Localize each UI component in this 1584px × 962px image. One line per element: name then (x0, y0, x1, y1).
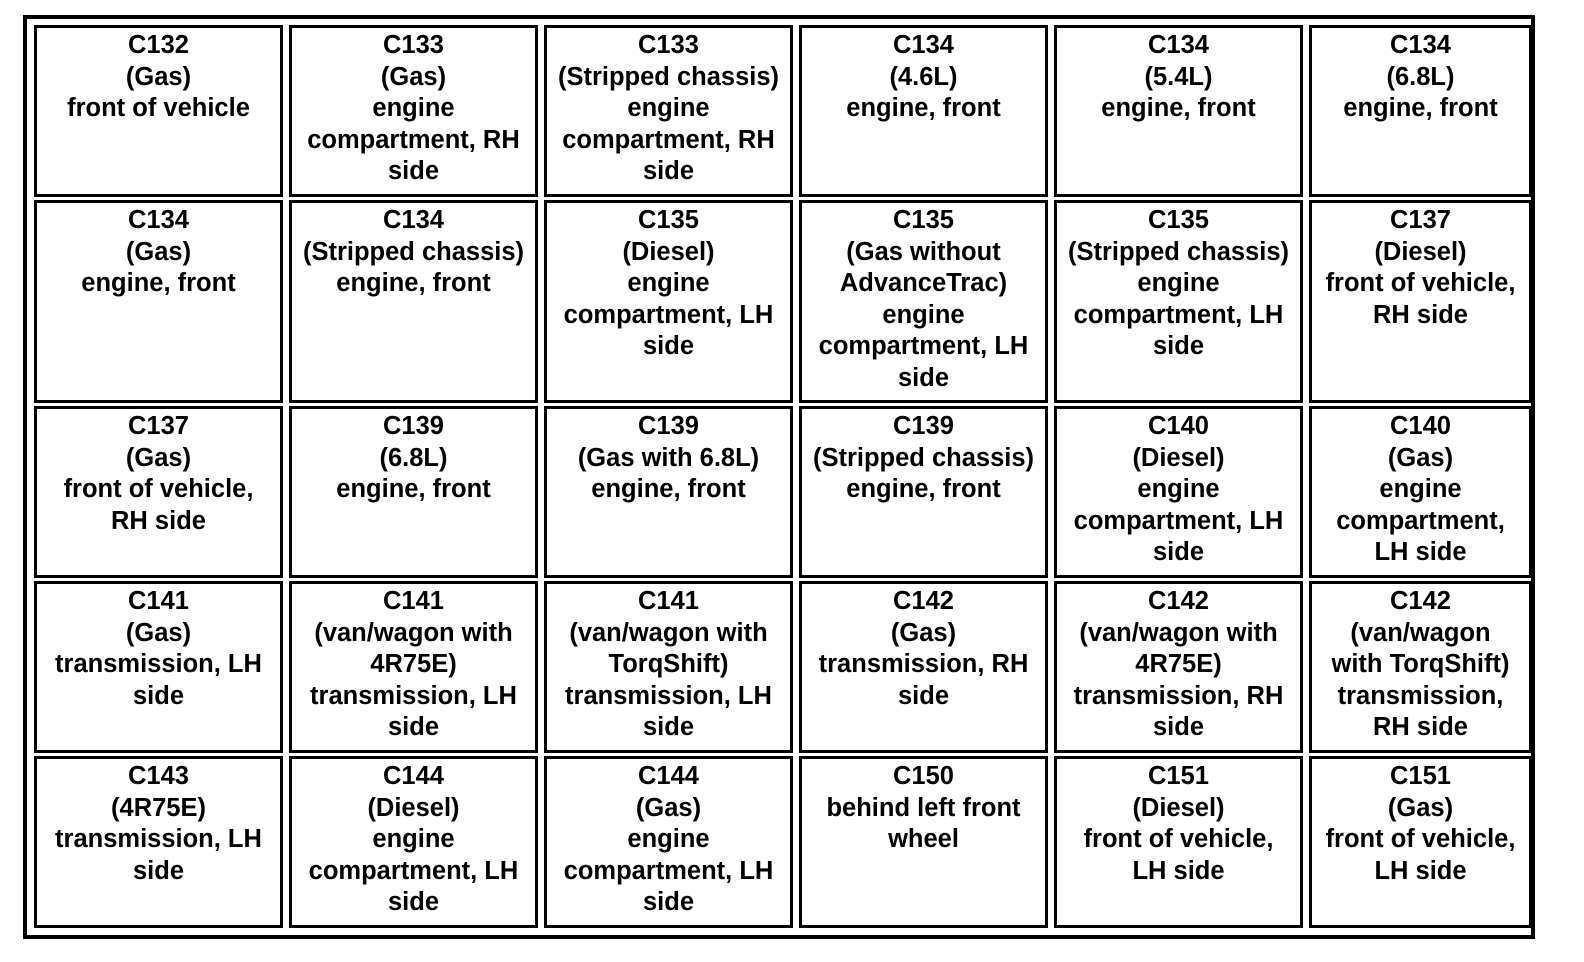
cell-text-line: behind left front (826, 793, 1021, 822)
table-cell (544, 756, 793, 928)
cell-text-line: side (1152, 538, 1205, 567)
cell-text-line: compartment, LH (308, 856, 519, 885)
cell-text-line: engine (1137, 475, 1220, 504)
table-cell (799, 756, 1048, 928)
cell-text-line: RH side (1373, 713, 1468, 742)
cell-text-line: engine (372, 94, 455, 123)
connector-id: C142 (1148, 587, 1209, 615)
cell-text-line: side (1152, 713, 1205, 742)
connector-id: C134 (383, 206, 444, 234)
cell-text-line: (Gas) (890, 618, 957, 647)
cell-text-line: (Stripped chassis) (557, 62, 780, 91)
cell-text-line: side (387, 713, 440, 742)
cell-text-line: engine (627, 94, 710, 123)
cell-text-line: engine, front (336, 475, 491, 504)
connector-id: C150 (893, 762, 954, 790)
cell-text-line: side (897, 681, 950, 710)
cell-text-line: compartment, LH (563, 856, 774, 885)
cell-text-line: wheel (888, 825, 959, 854)
connector-id: C141 (128, 587, 189, 615)
cell-text-line: (6.8L) (1386, 62, 1455, 91)
cell-text-line: (Diesel) (1132, 443, 1225, 472)
table-cell (289, 756, 538, 928)
table-cell (34, 581, 283, 753)
cell-text-line: RH side (1373, 300, 1468, 329)
table-cell (544, 200, 793, 403)
cell-text-line: LH side (1374, 856, 1467, 885)
cell-text-line: LH side (1374, 538, 1467, 567)
cell-text-line: (Diesel) (1374, 237, 1467, 266)
cell-text-line: side (387, 157, 440, 186)
table-cell (289, 581, 538, 753)
connector-grid (31, 24, 1529, 931)
table-cell (34, 406, 283, 578)
cell-text-line: engine (627, 825, 710, 854)
cell-text-line: engine (882, 300, 965, 329)
cell-text-line: side (642, 713, 695, 742)
connector-id: C140 (1390, 412, 1451, 440)
cell-text-line: compartment, LH (818, 332, 1029, 361)
cell-text-line: engine, front (81, 269, 236, 298)
cell-text-line: (6.8L) (379, 443, 448, 472)
table-cell (1054, 200, 1303, 403)
cell-text-line: engine, front (846, 94, 1001, 123)
cell-text-line: compartment, (1336, 506, 1505, 535)
cell-text-line: TorqShift) (608, 650, 729, 679)
cell-text-line: engine, front (846, 475, 1001, 504)
cell-text-line: engine, front (591, 475, 746, 504)
cell-text-line: (Gas) (125, 62, 192, 91)
cell-text-line: AdvanceTrac) (839, 269, 1008, 298)
cell-text-line: 4R75E) (1135, 650, 1222, 679)
cell-text-line: side (642, 332, 695, 361)
connector-id: C139 (893, 412, 954, 440)
cell-text-line: compartment, RH (307, 125, 520, 154)
connector-id: C134 (893, 31, 954, 59)
connector-id: C139 (638, 412, 699, 440)
cell-text-line: (Gas) (380, 62, 447, 91)
cell-text-line: transmission, RH (1073, 681, 1284, 710)
cell-text-line: front of vehicle, (1083, 825, 1274, 854)
cell-text-line: transmission, LH (565, 681, 772, 710)
cell-text-line: transmission, RH (818, 650, 1029, 679)
cell-text-line: RH side (111, 506, 206, 535)
cell-text-line: (Stripped chassis) (302, 237, 525, 266)
connector-location-table (23, 15, 1535, 939)
connector-id: C151 (1390, 762, 1451, 790)
cell-text-line: (5.4L) (1144, 62, 1213, 91)
connector-id: C151 (1148, 762, 1209, 790)
cell-text-line: (Gas) (125, 443, 192, 472)
table-cell (1309, 25, 1532, 197)
cell-text-line: (Stripped chassis) (812, 443, 1035, 472)
table-cell (289, 200, 538, 403)
cell-text-line: engine, front (1101, 94, 1256, 123)
cell-text-line: (Gas) (125, 618, 192, 647)
cell-text-line: engine, front (336, 269, 491, 298)
cell-text-line: (Gas) (1387, 793, 1454, 822)
table-cell (544, 25, 793, 197)
connector-id: C133 (383, 31, 444, 59)
cell-text-line: (van/wagon with (1079, 618, 1278, 647)
cell-text-line: engine (1379, 475, 1462, 504)
table-cell (1054, 756, 1303, 928)
table-cell (544, 406, 793, 578)
cell-text-line: transmission, LH (55, 825, 262, 854)
cell-text-line: front of vehicle, (1325, 825, 1516, 854)
table-cell (544, 581, 793, 753)
table-cell (799, 25, 1048, 197)
cell-text-line: side (642, 888, 695, 917)
cell-text-line: (Gas) (635, 793, 702, 822)
connector-id: C134 (1390, 31, 1451, 59)
table-cell (34, 25, 283, 197)
cell-text-line: side (132, 681, 185, 710)
cell-text-line: (van/wagon with (569, 618, 768, 647)
cell-text-line: (Diesel) (367, 793, 460, 822)
cell-text-line: front of vehicle, (63, 475, 254, 504)
table-cell (289, 406, 538, 578)
cell-text-line: side (387, 888, 440, 917)
connector-id: C137 (1390, 206, 1451, 234)
table-cell (1309, 756, 1532, 928)
cell-text-line: engine (372, 825, 455, 854)
cell-text-line: compartment, LH (1073, 506, 1284, 535)
connector-id: C143 (128, 762, 189, 790)
cell-text-line: compartment, LH (1073, 300, 1284, 329)
connector-id: C134 (128, 206, 189, 234)
connector-id: C144 (638, 762, 699, 790)
table-cell (799, 581, 1048, 753)
connector-id: C142 (893, 587, 954, 615)
cell-text-line: (4.6L) (889, 62, 958, 91)
cell-text-line: engine, front (1343, 94, 1498, 123)
table-cell (1309, 406, 1532, 578)
cell-text-line: (van/wagon with (314, 618, 513, 647)
cell-text-line: (Diesel) (622, 237, 715, 266)
cell-text-line: with TorqShift) (1331, 650, 1510, 679)
cell-text-line: front of vehicle (67, 94, 250, 123)
table-cell (1054, 581, 1303, 753)
table-cell (799, 200, 1048, 403)
connector-id: C134 (1148, 31, 1209, 59)
cell-text-line: (Stripped chassis) (1067, 237, 1290, 266)
cell-text-line: transmission, LH (55, 650, 262, 679)
cell-text-line: LH side (1132, 856, 1225, 885)
connector-id: C135 (1148, 206, 1209, 234)
connector-id: C141 (383, 587, 444, 615)
cell-text-line: transmission, LH (310, 681, 517, 710)
cell-text-line: (4R75E) (111, 793, 206, 822)
table-cell (34, 756, 283, 928)
table-cell (1054, 406, 1303, 578)
cell-text-line: side (897, 363, 950, 392)
cell-text-line: (Gas) (125, 237, 192, 266)
table-cell (34, 200, 283, 403)
table-cell (1309, 581, 1532, 753)
cell-text-line: compartment, RH (562, 125, 775, 154)
connector-id: C133 (638, 31, 699, 59)
table-cell (799, 406, 1048, 578)
connector-id: C135 (638, 206, 699, 234)
cell-text-line: 4R75E) (370, 650, 457, 679)
table-cell (289, 25, 538, 197)
connector-id: C137 (128, 412, 189, 440)
cell-text-line: side (1152, 332, 1205, 361)
cell-text-line: (Gas) (1387, 443, 1454, 472)
connector-id: C141 (638, 587, 699, 615)
table-cell (1309, 200, 1532, 403)
cell-text-line: transmission, (1337, 681, 1504, 710)
connector-id: C144 (383, 762, 444, 790)
connector-id: C139 (383, 412, 444, 440)
cell-text-line: (Diesel) (1132, 793, 1225, 822)
cell-text-line: (van/wagon (1350, 618, 1491, 647)
cell-text-line: front of vehicle, (1325, 269, 1516, 298)
cell-text-line: engine (1137, 269, 1220, 298)
connector-id: C140 (1148, 412, 1209, 440)
cell-text-line: compartment, LH (563, 300, 774, 329)
cell-text-line: side (132, 856, 185, 885)
cell-text-line: engine (627, 269, 710, 298)
connector-id: C132 (128, 31, 189, 59)
cell-text-line: side (642, 157, 695, 186)
cell-text-line: (Gas without (846, 237, 1001, 266)
connector-id: C142 (1390, 587, 1451, 615)
cell-text-line: (Gas with 6.8L) (577, 443, 760, 472)
connector-id: C135 (893, 206, 954, 234)
table-cell (1054, 25, 1303, 197)
